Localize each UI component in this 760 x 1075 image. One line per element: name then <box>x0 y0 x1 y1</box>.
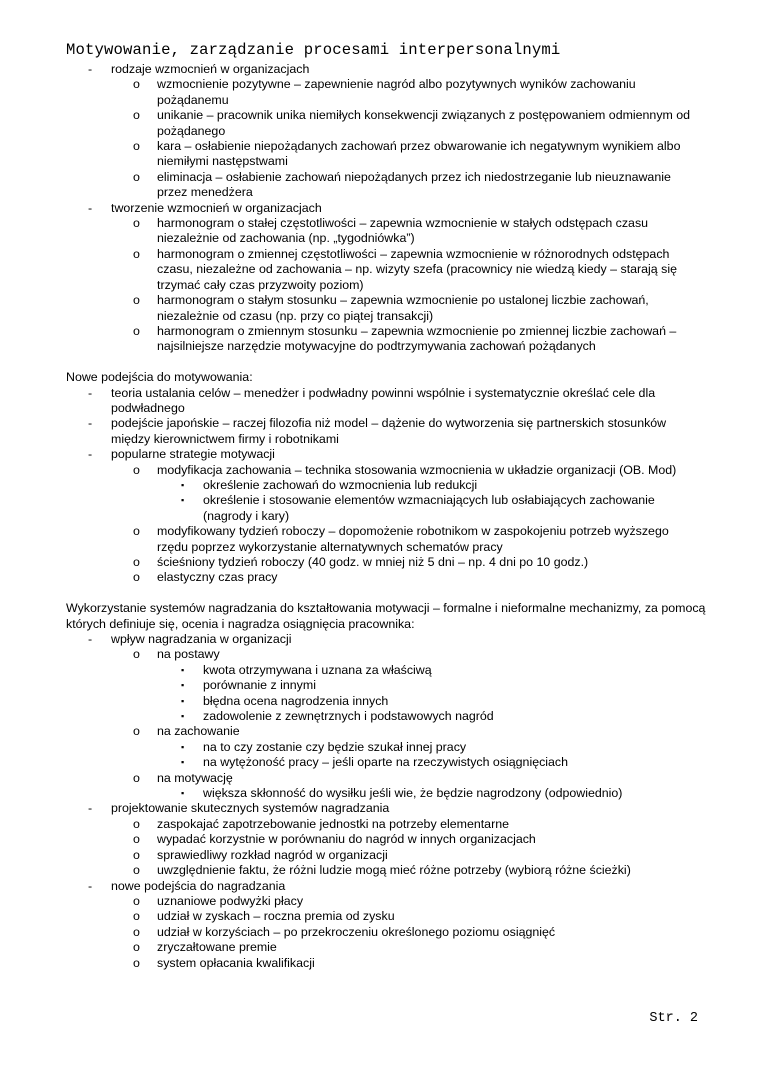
sub-list-item <box>133 108 702 139</box>
item-text: harmonogram o stałej częstotliwości – zapewnia wzmocnienie w stałych odstępach czasu niezależnie od zachowania (np. „tygodniówka”) <box>157 216 649 246</box>
item-text: nowe podejścia do nagradzania <box>111 878 286 893</box>
bullet-marker: ▪ <box>181 695 185 706</box>
sub-list-item <box>133 940 702 955</box>
bullet-marker: o <box>133 169 140 184</box>
bullet-marker: o <box>133 847 140 862</box>
bullet-marker: o <box>133 323 140 338</box>
item-text: sprawiedliwy rozkład nagród w organizacji <box>157 847 388 862</box>
item-text: podejście japońskie – raczej filozofia niż model – dążenie do wytworzenia się partnerskich stosunków między kierownictwem firmy i robotnikami <box>111 416 667 446</box>
item-text: na motywację <box>157 770 233 785</box>
sub-list-item <box>133 169 702 201</box>
item-text: kwota otrzymywana i uznana za właściwą <box>203 662 432 677</box>
bullet-marker: o <box>133 216 140 231</box>
bullet-marker: o <box>133 940 140 955</box>
paragraph: Wykorzystanie systemów nagradzania do kształtowania motywacji – formalne i nieformalne mechanizmy, za pomocą których definiuje się, ocenia i nagradza osiągnięcia pracownika: <box>66 601 706 631</box>
item-text: określenie zachowań do wzmocnienia lub redukcji <box>203 477 478 492</box>
bullet-marker: ▪ <box>181 680 185 691</box>
bullet-marker: - <box>88 416 93 431</box>
blank-line <box>0 355 760 370</box>
bullet-marker: o <box>133 770 140 785</box>
item-text: wzmocnienie pozytywne – zapewnienie nagród albo pozytywnych wyników zachowaniu pożądanemu <box>157 77 636 107</box>
sub-sub-list-item <box>181 739 673 755</box>
sub-list-item <box>133 524 702 555</box>
bullet-marker: o <box>133 77 140 92</box>
sub-list-item <box>133 909 702 924</box>
item-text: eliminacja – osłabienie zachowań niepożądanych przez ich niedostrzeganie lub nieuznawanie przez menedżera <box>157 169 671 200</box>
sub-sub-list-item <box>181 662 673 678</box>
sub-list-item <box>133 323 702 355</box>
bullet-marker: o <box>133 570 140 585</box>
item-text: błędna ocena nagrodzenia innych <box>203 693 389 708</box>
sub-list-item <box>133 955 702 971</box>
bullet-marker: ▪ <box>181 664 185 675</box>
bullet-marker: ▪ <box>181 495 185 506</box>
sub-list-item <box>133 139 702 170</box>
item-text: większa skłonność do wysiłku jeśli wie, że będzie nagrodzony (odpowiednio) <box>203 786 623 801</box>
item-text: udział w korzyściach – po przekroczeniu określonego poziomu osiągnięć <box>157 924 556 939</box>
sub-list-item <box>133 893 702 909</box>
item-text: teoria ustalania celów – menedżer i podwładny powinni wspólnie i systematycznie określać cele dla podwładnego <box>111 385 656 415</box>
bullet-marker: ▪ <box>181 788 185 799</box>
bullet-marker: o <box>133 524 140 539</box>
bullet-marker: o <box>133 108 140 123</box>
list-item <box>88 385 706 417</box>
bullet-marker: o <box>133 647 140 662</box>
document-body <box>0 62 760 971</box>
sub-list-item <box>133 554 702 570</box>
item-text: modyfikowany tydzień roboczy – dopomożenie robotnikom w zaspokojeniu potrzeb wyższego rzędu poprzez wykorzystanie alternatywnych schematów pracy <box>157 524 669 554</box>
item-text: uwzględnienie faktu, że różni ludzie mogą mieć różne potrzeby (wybiorą różne ścieżki) <box>157 863 631 878</box>
bullet-marker: o <box>133 955 140 970</box>
bullet-marker: ▪ <box>181 757 185 768</box>
page-title: Motywowanie, zarządzanie procesami interpersonalnymi <box>66 41 561 59</box>
list-item <box>88 801 706 816</box>
bullet-marker: o <box>133 909 140 924</box>
list-item <box>88 62 706 77</box>
bullet-marker: - <box>88 632 93 646</box>
item-text: rodzaje wzmocnień w organizacjach <box>111 62 310 76</box>
item-text: projektowanie skutecznych systemów nagradzania <box>111 801 390 816</box>
bullet-marker: - <box>88 385 93 400</box>
item-text: zadowolenie z zewnętrznych i podstawowych nagród <box>203 709 494 724</box>
item-text: system opłacania kwalifikacji <box>157 955 315 970</box>
item-text: na postawy <box>157 647 220 662</box>
sub-list-item <box>133 293 702 324</box>
page-number: Str. 2 <box>649 1011 698 1026</box>
sub-list-item <box>133 770 702 786</box>
sub-list-item <box>133 832 702 847</box>
sub-sub-list-item <box>181 786 673 801</box>
sub-sub-list-item <box>181 493 673 524</box>
bullet-marker: ▪ <box>181 479 185 490</box>
item-text: tworzenie wzmocnień w organizacjach <box>111 200 322 215</box>
list-item <box>88 878 706 894</box>
bullet-marker: o <box>133 832 140 847</box>
sub-list-item <box>133 847 702 863</box>
bullet-marker: o <box>133 816 140 831</box>
item-text: na wytężoność pracy – jeśli oparte na rzeczywistych osiągnięciach <box>203 755 569 770</box>
item-text: harmonogram o zmiennej częstotliwości – zapewnia wzmocnienie w różnorodnych odstępach czasu, niezależne od zachowania – np. wizyty szefa (pracownicy nie wiedzą kiedy – starają się trzymać cały czas przyzwoity poziom) <box>157 246 677 292</box>
bullet-marker: - <box>88 62 93 76</box>
item-text: unikanie – pracownik unika niemiłych konsekwencji związanych z postępowaniem odmiennym od pożądanego <box>157 108 691 138</box>
sub-list-item <box>133 816 702 832</box>
item-text: wypadać korzystnie w porównaniu do nagród w innych organizacjach <box>157 832 536 847</box>
paragraph: Nowe podejścia do motywowania: <box>66 370 253 385</box>
sub-list-item <box>133 462 702 478</box>
item-text: uznaniowe podwyżki płacy <box>157 893 304 908</box>
sub-list-item <box>133 647 702 662</box>
item-text: ścieśniony tydzień roboczy (40 godz. w mniej niż 5 dni – np. 4 dni po 10 godz.) <box>157 554 589 569</box>
list-item <box>88 416 706 447</box>
item-text: harmonogram o zmiennym stosunku – zapewnia wzmocnienie po zmiennej liczbie zachowań – najsilniejsze narzędzie motywacyjne do podtrzymywania zachowań pożądanych <box>157 323 677 354</box>
item-text: wpływ nagradzania w organizacji <box>111 632 292 646</box>
sub-list-item <box>133 724 702 739</box>
item-text: porównanie z innymi <box>203 678 316 693</box>
sub-list-item <box>133 77 702 108</box>
bullet-marker: - <box>88 447 93 462</box>
sub-list-item <box>133 246 702 293</box>
item-text: elastyczny czas pracy <box>157 570 278 585</box>
sub-sub-list-item <box>181 755 673 770</box>
sub-list-item <box>133 863 702 878</box>
item-text: określenie i stosowanie elementów wzmacniających lub osłabiających zachowanie (nagrody i kary) <box>203 493 655 523</box>
sub-list-item <box>133 216 702 247</box>
bullet-marker: o <box>133 924 140 939</box>
bullet-marker: o <box>133 863 140 878</box>
list-item <box>88 447 706 462</box>
item-text: zaspokajać zapotrzebowanie jednostki na potrzeby elementarne <box>157 816 509 831</box>
item-text: na to czy zostanie czy będzie szukał innej pracy <box>203 739 467 754</box>
list-item <box>88 200 706 216</box>
bullet-marker: o <box>133 724 140 739</box>
bullet-marker: - <box>88 200 93 215</box>
sub-sub-list-item <box>181 709 673 724</box>
item-text: udział w zyskach – roczna premia od zysku <box>157 909 395 924</box>
item-text: harmonogram o stałym stosunku – zapewnia wzmocnienie po ustalonej liczbie zachowań, niezależnie od czasu (np. przy co piątej transakcji) <box>157 293 649 323</box>
item-text: modyfikacja zachowania – technika stosowania wzmocnienia w układzie organizacji (OB. Mod) <box>157 462 677 477</box>
bullet-marker: o <box>133 139 140 154</box>
item-text: zryczałtowane premie <box>157 940 277 955</box>
sub-sub-list-item <box>181 477 673 493</box>
bullet-marker: o <box>133 462 140 477</box>
item-text: kara – osłabienie niepożądanych zachowań przez obwarowanie ich negatywnym wynikiem albo niemiłymi następstwami <box>157 139 681 169</box>
bullet-marker: - <box>88 878 93 893</box>
bullet-marker: ▪ <box>181 711 185 722</box>
sub-sub-list-item <box>181 693 673 709</box>
sub-list-item <box>133 570 702 585</box>
item-text: popularne strategie motywacji <box>111 447 275 462</box>
item-text: na zachowanie <box>157 724 240 739</box>
bullet-marker: o <box>133 554 140 569</box>
bullet-marker: o <box>133 246 140 261</box>
bullet-marker: - <box>88 801 93 816</box>
bullet-marker: ▪ <box>181 741 185 752</box>
bullet-marker: o <box>133 293 140 308</box>
sub-sub-list-item <box>181 678 673 693</box>
bullet-marker: o <box>133 893 140 908</box>
list-item <box>88 632 706 647</box>
sub-list-item <box>133 924 702 940</box>
blank-line <box>0 586 760 601</box>
